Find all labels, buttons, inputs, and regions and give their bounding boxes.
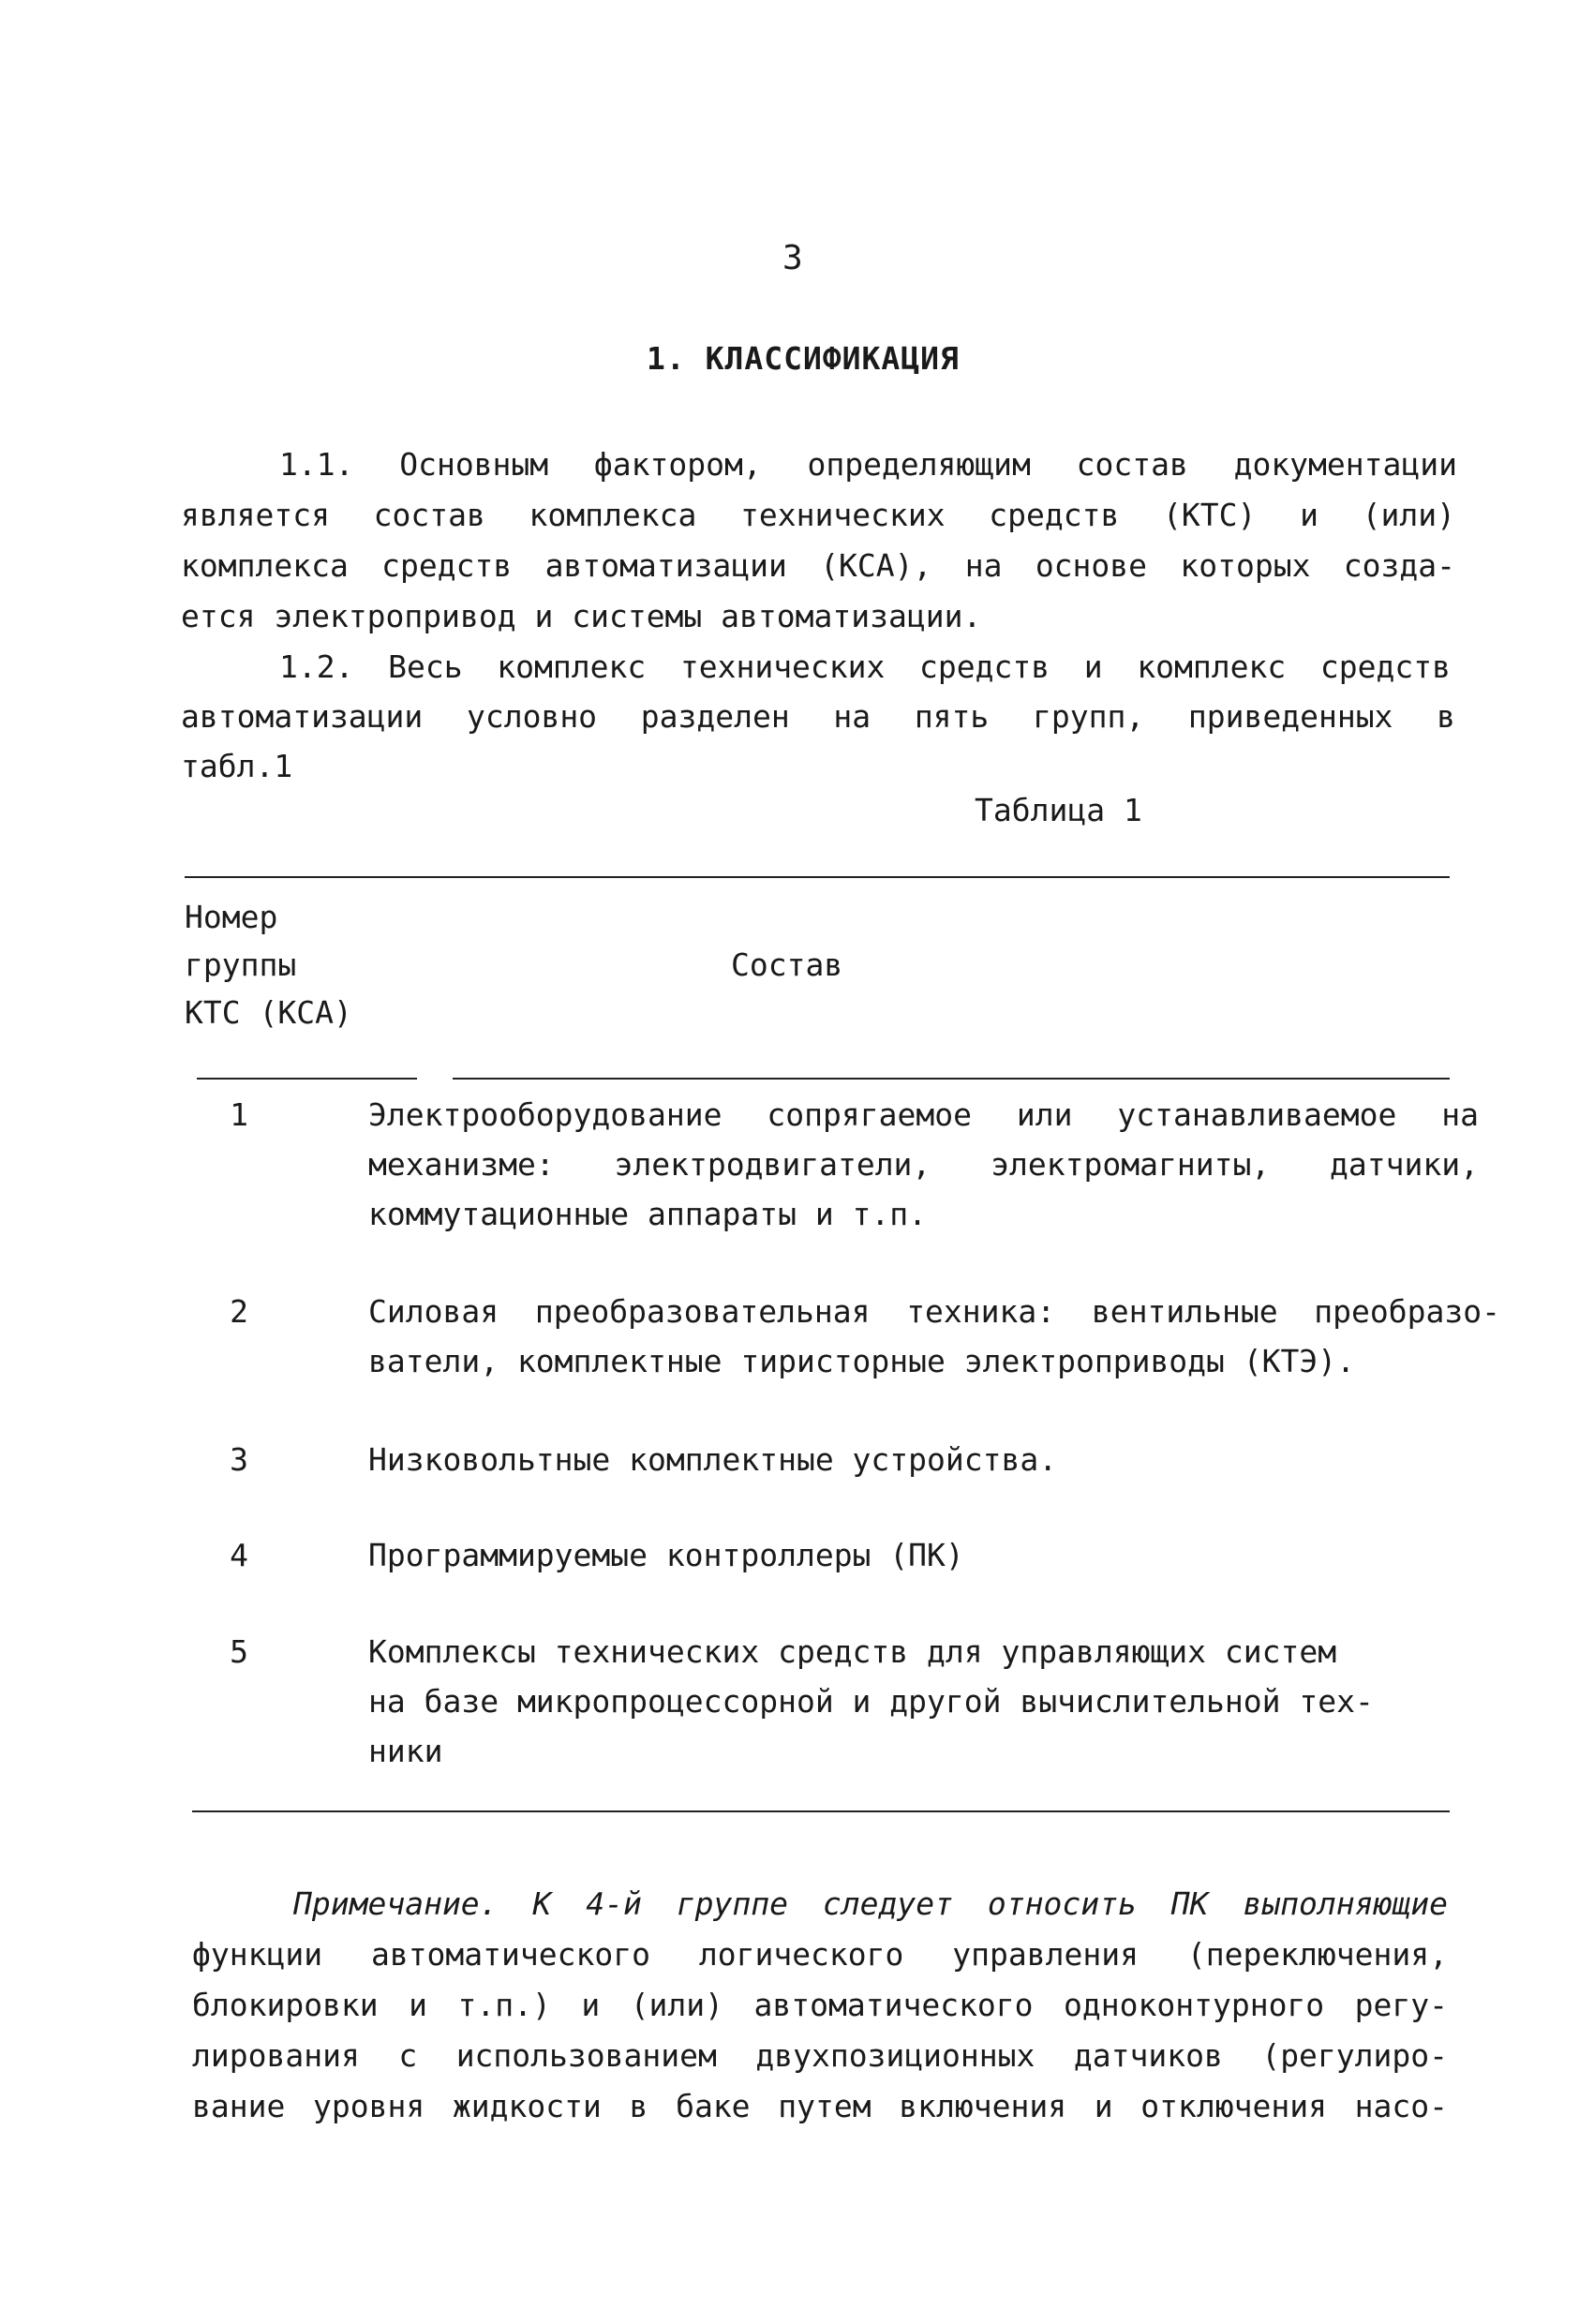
section-title: 1. КЛАССИФИКАЦИЯ — [647, 340, 960, 377]
paragraph-line: 1.1. Основным фактором, определяющим состав документации — [279, 446, 1457, 483]
row-number: 2 — [230, 1293, 248, 1330]
paragraph-line: является состав комплекса технических средств (КТС) и (или) — [181, 497, 1455, 533]
header-rule-col1 — [197, 1078, 417, 1080]
row-number: 3 — [230, 1441, 248, 1478]
row-text-line: Комплексы технических средств для управляющих систем — [368, 1633, 1337, 1670]
row-text-line: Низковольтные комплектные устройства. — [368, 1441, 1058, 1478]
note-line: лирования с использованием двухпозиционных датчиков (регулиро- — [192, 2037, 1448, 2074]
table-caption: Таблица 1 — [975, 792, 1142, 828]
note-line: Примечание. К 4-й группе следует относить ПК выполняющие — [293, 1885, 1448, 1922]
row-number: 1 — [230, 1096, 248, 1133]
paragraph-line: автоматизации условно разделен на пять групп, приведенных в — [181, 698, 1455, 735]
page-number: 3 — [782, 239, 803, 277]
row-text-line: Электрооборудование сопрягаемое или устанавливаемое на — [368, 1096, 1479, 1133]
header-composition: Состав — [731, 946, 843, 983]
paragraph-line: 1.2. Весь комплекс технических средств и комплекс средств — [279, 648, 1451, 685]
row-number: 5 — [230, 1633, 248, 1670]
row-text-line: механизме: электродвигатели, электромагниты, датчики, — [368, 1146, 1479, 1183]
row-text-line: на базе микропроцессорной и другой вычислительной тех- — [368, 1683, 1374, 1720]
note-line: вание уровня жидкости в баке путем включения и отключения насо- — [192, 2088, 1448, 2124]
paragraph-line: комплекса средств автоматизации (КСА), на основе которых созда- — [181, 547, 1455, 584]
row-number: 4 — [230, 1537, 248, 1573]
table-bottom-rule — [192, 1810, 1450, 1812]
header-group-number-line: КТС (КСА) — [185, 994, 352, 1031]
header-rule-col2 — [453, 1078, 1450, 1080]
header-group-number-line: группы — [185, 946, 297, 983]
row-text-line: Программируемые контроллеры (ПК) — [368, 1537, 964, 1573]
row-text-line: ватели, комплектные тиристорные электроприводы (КТЭ). — [368, 1343, 1355, 1379]
paragraph-line: табл.1 — [181, 748, 293, 784]
row-text-line: Силовая преобразовательная техника: вентильные преобразо- — [368, 1293, 1500, 1330]
paragraph-line: ется электропривод и системы автоматизации. — [181, 598, 982, 634]
note-line: функции автоматического логического управления (переключения, — [192, 1936, 1448, 1973]
row-text-line: коммутационные аппараты и т.п. — [368, 1196, 928, 1232]
row-text-line: ники — [368, 1733, 443, 1769]
header-group-number-line: Номер — [185, 899, 278, 935]
table-top-rule — [185, 876, 1450, 878]
note-line: блокировки и т.п.) и (или) автоматического одноконтурного регу- — [192, 1987, 1448, 2023]
